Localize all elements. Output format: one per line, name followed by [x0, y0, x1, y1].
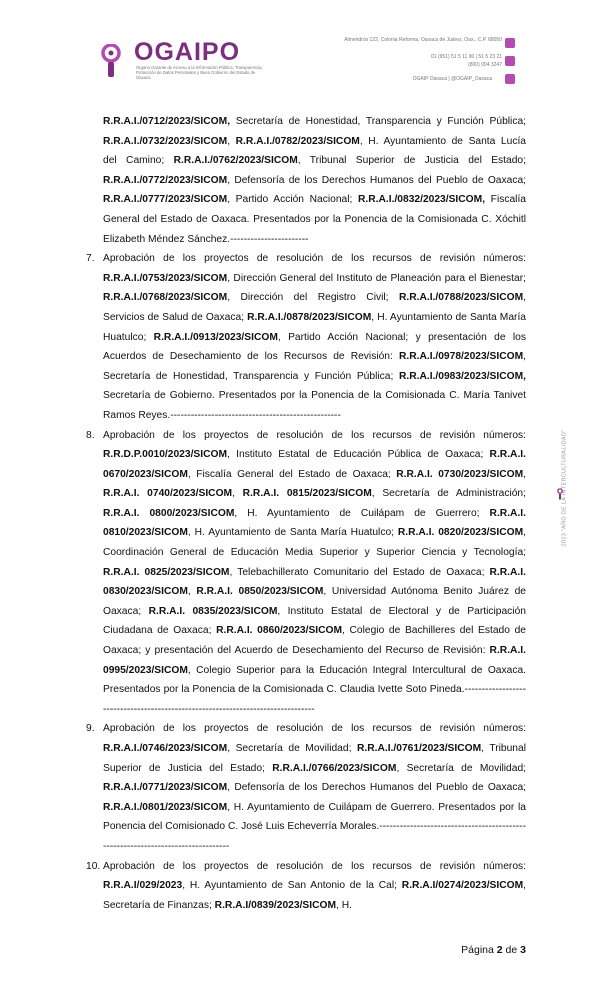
- agenda-item: [86, 249, 526, 425]
- record-number: R.R.A.I. 0850/2023/SICOM: [196, 586, 324, 598]
- record-number: R.R.A.I./0761/2023/SICOM: [356, 743, 482, 754]
- record-number: R.R.A.I./0762/2023/SICOM: [173, 155, 298, 167]
- item-text: , Fiscalía General del Estado de Oaxaca;: [187, 468, 397, 480]
- record-number: R.R.A.I./0878/2023/SICOM: [247, 311, 372, 323]
- item-text: Secretaría de Honestidad, Transparencia y Función Pública;: [230, 116, 526, 127]
- item-text: , H. Ayuntamiento de Santa María Huatulco;: [103, 311, 526, 343]
- page-number: Página 2 de 3: [461, 944, 526, 956]
- record-number: R.R.A.I. 0825/2023/SICOM: [103, 566, 230, 578]
- record-number: R.R.A.I. 0860/2023/SICOM: [216, 625, 343, 637]
- agenda-item-number: 8.: [86, 429, 95, 441]
- agenda-item-number: 7.: [86, 253, 95, 265]
- side-logo-icon: [557, 488, 563, 500]
- record-number: R.R.D.P.0010/2023/SICOM: [103, 449, 228, 461]
- side-motto-text: 2023 "AÑO DE LA INTERCULTURALIDAD": [561, 429, 568, 547]
- item-text: , H. Ayuntamiento de San Antonio de la Cal;: [182, 880, 402, 892]
- agenda-item-number: 9.: [86, 723, 95, 735]
- record-number: R.R.A.I. 0995/2023/SICOM: [103, 645, 526, 676]
- record-number: R.R.A.I./0913/2023/SICOM: [153, 331, 278, 343]
- record-number: R.R.A.I./0753/2023/SICOM: [103, 272, 228, 284]
- item-text: , Tribunal Superior de Justicia del Estado;: [103, 743, 526, 774]
- item-text: , Defensoría de los Derechos Humanos del Pueblo de Oaxaca;: [227, 782, 526, 794]
- record-number: R.R.A.I. 0820/2023/SICOM: [397, 527, 524, 539]
- agenda-item: [86, 426, 526, 720]
- record-number: R.R.A.I/029/2023: [103, 880, 183, 892]
- item-text: , Telebachillerato Comunitario del Estado de Oaxaca;: [229, 566, 490, 578]
- item-text: , Secretaría de Movilidad;: [396, 762, 526, 774]
- phone-icon: [505, 56, 515, 66]
- item-text: , Colegio Superior para la Educación Integral Intercultural de Oaxaca. Presentados por la Ponencia de la Comisionada C. Claudia Ivette Soto Pineda.--------------------------------------------------------------------------------: [103, 664, 526, 715]
- item-text: ,: [523, 468, 526, 480]
- record-number: R.R.A.I/0839/2023/SICOM: [214, 899, 337, 911]
- item-text: , Partido Acción Nacional;: [227, 194, 358, 206]
- ogaipo-logo-icon: [100, 44, 122, 78]
- record-number: R.R.A.I. 0815/2023/SICOM: [242, 488, 372, 500]
- record-number: R.R.A.I./0766/2023/SICOM: [272, 762, 397, 774]
- item-text: Secretaría de Gobierno. Presentados por la Ponencia de la Comisionada C. María Tanivet Ramos Reyes.--------------------------------------------------: [103, 390, 526, 421]
- item-text: , H. Ayuntamiento de Cuilápam de Guerrero. Presentados por la Ponencia del Comisionado C. José Luis Echeverría Morales.--------------------------------------------------------------------------------: [103, 801, 526, 852]
- record-number: R.R.A.I. 0800/2023/SICOM: [103, 507, 235, 519]
- item-text: Aprobación de los proyectos de resolución de los recursos de revisión números:: [103, 860, 526, 872]
- record-number: R.R.A.I./0746/2023/SICOM: [103, 743, 228, 754]
- item-text: , Secretaría de Movilidad;: [227, 743, 357, 754]
- item-text: ,: [227, 135, 236, 147]
- logo-subtitle: Órgano Garante de Acceso a la Información Pública, Transparencia, Protección de Datos Personales y Buen Gobierno del Estado de Oaxaca: [136, 65, 263, 80]
- record-number: R.R.A.I./0788/2023/SICOM: [398, 292, 524, 304]
- item-text: Aprobación de los proyectos de resolución de los recursos de revisión números:: [103, 723, 526, 735]
- item-text: ,: [232, 488, 243, 500]
- instagram-icon: [505, 74, 515, 84]
- item-text: , Dirección General del Instituto de Planeación para el Bienestar;: [227, 272, 526, 284]
- record-number: R.R.A.I./0832/2023/SICOM,: [358, 194, 486, 206]
- record-number: R.R.A.I/0274/2023/SICOM: [401, 880, 524, 892]
- item-text: , H. Ayuntamiento de Cuilápam de Guerrero;: [234, 507, 490, 519]
- record-number: R.R.A.I. 0730/2023/SICOM: [396, 468, 524, 480]
- item-text: Fiscalía General del Estado de Oaxaca. Presentados por la Ponencia de la Comisionada C. Xóchitl Elizabeth Méndez Sánchez.-----------------------: [103, 194, 526, 245]
- record-number: R.R.A.I./0777/2023/SICOM: [103, 194, 228, 206]
- item-text: , Defensoría de los Derechos Humanos del Pueblo de Oaxaca;: [227, 174, 526, 186]
- record-number: R.R.A.I./0712/2023/SICOM,: [103, 116, 231, 127]
- record-number: R.R.A.I. 0740/2023/SICOM: [103, 488, 233, 500]
- phone-text: 01 (951) 51 5 11 90 | 51 5 23 21: [431, 54, 502, 60]
- item-text: Aprobación de los proyectos de resolución de los recursos de revisión números:: [103, 253, 526, 265]
- agenda-item: [86, 719, 526, 856]
- item-text: , Coordinación General de Educación Media Superior y Superior Ciencia y Tecnología;: [103, 527, 526, 559]
- record-number: R.R.A.I./0782/2023/SICOM: [235, 135, 360, 147]
- record-number: R.R.A.I./0801/2023/SICOM: [103, 801, 228, 813]
- item-text: , Tribunal Superior de Justicia del Estado;: [297, 155, 526, 167]
- item-text: , Partido Acción Nacional; y presentación de los Acuerdos de Desechamiento de los Recursos de Revisión:: [103, 331, 526, 363]
- record-number: R.R.A.I./0768/2023/SICOM: [103, 292, 228, 304]
- record-number: R.R.A.I./0983/2023/SICOM,: [398, 370, 526, 382]
- item-text: , Universidad Autónoma Benito Juárez de Oaxaca;: [103, 586, 526, 617]
- side-motto: [548, 430, 568, 560]
- item-text: , Dirección del Registro Civil;: [227, 292, 399, 304]
- item-text: , Colegio de Bachilleres del Estado de Oaxaca; y presentación del Acuerdo de Desechamiento del Recurso de Revisión:: [103, 625, 526, 657]
- phone-free-text: (800) 004 3247: [468, 62, 502, 68]
- item-text: , H. Ayuntamiento de Santa Lucía del Camino;: [103, 135, 527, 167]
- item-text: Aprobación de los proyectos de resolución de los recursos de revisión números:: [103, 429, 526, 441]
- item-text: , Instituto Estatal de Electoral y de Participación Ciudadana de Oaxaca;: [103, 605, 526, 637]
- location-icon: [505, 38, 515, 48]
- item-text: , Instituto Estatal de Educación Pública de Oaxaca;: [227, 449, 490, 461]
- record-number: R.R.A.I. 0835/2023/SICOM: [148, 605, 278, 617]
- logo-name: OGAIPO: [134, 38, 241, 66]
- address-text: Almendros 122, Colonia Reforma, Oaxaca de Juárez, Oax., C.P. 68050: [344, 37, 502, 43]
- item-text: , Secretaría de Finanzas;: [103, 880, 526, 911]
- record-number: R.R.A.I. 0670/2023/SICOM: [103, 449, 526, 480]
- item-text: , Secretaría de Honestidad, Transparencia y Función Pública;: [103, 351, 526, 382]
- record-number: R.R.A.I./0771/2023/SICOM: [103, 782, 228, 794]
- agenda-list: [86, 112, 526, 915]
- social-handles: OGAIP Oaxaca | @OGAIP_Oaxaca: [412, 76, 492, 82]
- agenda-item: [86, 112, 526, 249]
- item-text: , Servicios de Salud de Oaxaca;: [103, 292, 526, 323]
- record-number: R.R.A.I. 0810/2023/SICOM: [103, 507, 526, 539]
- item-text: , H.: [336, 899, 352, 911]
- record-number: R.R.A.I./0978/2023/SICOM: [398, 351, 524, 363]
- agenda-item: [86, 857, 526, 916]
- agenda-item-number: 10.: [86, 860, 101, 872]
- item-text: , Secretaría de Administración;: [371, 488, 526, 500]
- record-number: R.R.A.I./0732/2023/SICOM: [103, 135, 228, 147]
- item-text: ,: [187, 586, 197, 598]
- record-number: R.R.A.I. 0830/2023/SICOM: [103, 566, 526, 598]
- letterhead: [0, 0, 612, 100]
- item-text: , H. Ayuntamiento de Santa María Huatulco;: [187, 527, 398, 539]
- contact-block: [342, 37, 502, 70]
- record-number: R.R.A.I./0772/2023/SICOM: [103, 174, 228, 186]
